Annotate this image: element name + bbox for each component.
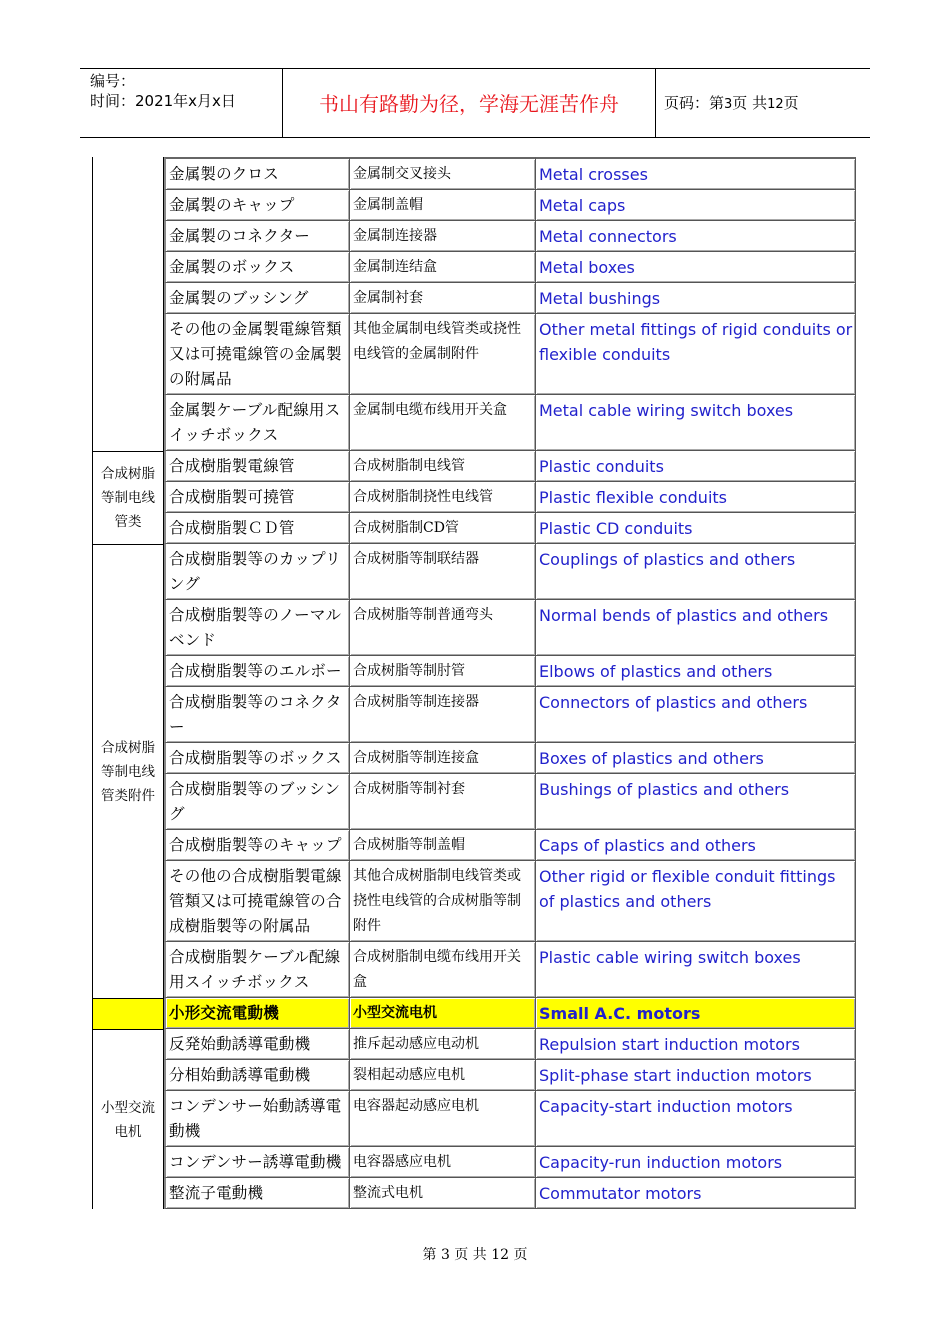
table-row <box>92 1091 856 1147</box>
table-row <box>92 743 856 774</box>
english-term: Metal caps <box>536 190 856 221</box>
english-term: Metal cable wiring switch boxes <box>536 395 856 451</box>
chinese-term: 合成树脂等制普通弯头 <box>350 600 536 656</box>
english-term: Bushings of plastics and others <box>536 774 856 830</box>
category-cell <box>92 998 164 1029</box>
table-row <box>92 656 856 687</box>
product-glossary-table <box>92 157 856 1209</box>
english-term: Metal bushings <box>536 283 856 314</box>
chinese-term: 电容器起动感应电机 <box>350 1091 536 1147</box>
category-cell <box>92 157 164 451</box>
japanese-term: 合成樹脂製ＣＤ管 <box>164 513 350 544</box>
english-term: Boxes of plastics and others <box>536 743 856 774</box>
japanese-term: 合成樹脂製等のボックス <box>164 743 350 774</box>
japanese-term: 金属製のボックス <box>164 252 350 283</box>
category-cell: 合成树脂等制电线管类 <box>92 451 164 544</box>
japanese-term: 金属製のキャップ <box>164 190 350 221</box>
header-page-cell <box>656 69 870 137</box>
page-indicator <box>664 94 799 114</box>
chinese-term: 合成树脂等制连接器 <box>350 687 536 743</box>
category-cell: 小型交流电机 <box>92 1029 164 1209</box>
table-row <box>92 1029 856 1060</box>
chinese-term: 金属制交叉接头 <box>350 157 536 190</box>
chinese-term: 其他合成树脂制电线管类或挠性电线管的合成树脂等制附件 <box>350 861 536 942</box>
japanese-term: 合成樹脂製ケーブル配線用スイッチボックス <box>164 942 350 998</box>
chinese-term: 整流式电机 <box>350 1178 536 1209</box>
japanese-term: 分相始動誘導電動機 <box>164 1060 350 1091</box>
english-term: Small A.C. motors <box>536 998 856 1029</box>
chinese-term: 裂相起动感应电机 <box>350 1060 536 1091</box>
chinese-term: 合成树脂等制连接盒 <box>350 743 536 774</box>
english-term: Plastic flexible conduits <box>536 482 856 513</box>
header-motto-cell <box>283 69 656 137</box>
table-row <box>92 687 856 743</box>
japanese-term: 反発始動誘導電動機 <box>164 1029 350 1060</box>
page-suffix: 页 <box>783 94 799 112</box>
japanese-term: その他の合成樹脂製電線管類又は可撓電線管の合成樹脂製等の附属品 <box>164 861 350 942</box>
motto-text: 书山有路勤为径，学海无涯苦作舟 <box>319 92 619 116</box>
table-row <box>92 221 856 252</box>
chinese-term: 合成树脂等制联结器 <box>350 544 536 600</box>
english-term: Plastic conduits <box>536 451 856 482</box>
japanese-term: 合成樹脂製等のエルボー <box>164 656 350 687</box>
page-current: 3 <box>724 97 733 112</box>
table-row <box>92 283 856 314</box>
page-total: 12 <box>767 97 784 112</box>
chinese-term: 推斥起动感应电动机 <box>350 1029 536 1060</box>
chinese-term: 合成树脂制CD管 <box>350 513 536 544</box>
table-row <box>92 1178 856 1209</box>
english-term: Normal bends of plastics and others <box>536 600 856 656</box>
table-row <box>92 774 856 830</box>
english-term: Metal boxes <box>536 252 856 283</box>
table-row <box>92 252 856 283</box>
chinese-term: 金属制电缆布线用开关盒 <box>350 395 536 451</box>
japanese-term: 合成樹脂製可撓管 <box>164 482 350 513</box>
table-row <box>92 861 856 942</box>
table-row <box>92 600 856 656</box>
english-term: Other metal fittings of rigid conduits or flexible conduits <box>536 314 856 395</box>
table-row <box>92 544 856 600</box>
category-cell: 合成树脂等制电线管类附件 <box>92 544 164 998</box>
chinese-term: 金属制连接器 <box>350 221 536 252</box>
japanese-term: 合成樹脂製電線管 <box>164 451 350 482</box>
english-term: Plastic CD conduits <box>536 513 856 544</box>
chinese-term: 金属制衬套 <box>350 283 536 314</box>
english-term: Commutator motors <box>536 1178 856 1209</box>
table-row <box>92 513 856 544</box>
table-row <box>92 451 856 482</box>
serial-number-label: 编号： <box>90 72 136 90</box>
chinese-term: 合成树脂制电线管 <box>350 451 536 482</box>
table-row <box>92 1147 856 1178</box>
japanese-term: 金属製のコネクター <box>164 221 350 252</box>
english-term: Caps of plastics and others <box>536 830 856 861</box>
chinese-term: 合成树脂制挠性电线管 <box>350 482 536 513</box>
table-row <box>92 1060 856 1091</box>
english-term: Other rigid or flexible conduit fittings of plastics and others <box>536 861 856 942</box>
page-header <box>80 68 870 138</box>
chinese-term: 其他金属制电线管类或挠性电线管的金属制附件 <box>350 314 536 395</box>
english-term: Capacity-start induction motors <box>536 1091 856 1147</box>
japanese-term: コンデンサー始動誘導電動機 <box>164 1091 350 1147</box>
table-row <box>92 942 856 998</box>
japanese-term: 整流子電動機 <box>164 1178 350 1209</box>
chinese-term: 合成树脂等制盖帽 <box>350 830 536 861</box>
english-term: Metal connectors <box>536 221 856 252</box>
table-row <box>92 314 856 395</box>
table-row <box>92 190 856 221</box>
english-term: Couplings of plastics and others <box>536 544 856 600</box>
table-row <box>92 482 856 513</box>
chinese-term: 合成树脂等制衬套 <box>350 774 536 830</box>
english-term: Metal crosses <box>536 157 856 190</box>
page-mid: 页 共 <box>732 94 768 112</box>
japanese-term: 合成樹脂製等のカップリング <box>164 544 350 600</box>
english-term: Plastic cable wiring switch boxes <box>536 942 856 998</box>
japanese-term: コンデンサー誘導電動機 <box>164 1147 350 1178</box>
japanese-term: 合成樹脂製等のコネクター <box>164 687 350 743</box>
english-term: Elbows of plastics and others <box>536 656 856 687</box>
chinese-term: 合成树脂等制肘管 <box>350 656 536 687</box>
table-row <box>92 830 856 861</box>
table-row <box>92 395 856 451</box>
chinese-term: 金属制连结盒 <box>350 252 536 283</box>
chinese-term: 合成树脂制电缆布线用开关盒 <box>350 942 536 998</box>
english-term: Capacity-run induction motors <box>536 1147 856 1178</box>
chinese-term: 金属制盖帽 <box>350 190 536 221</box>
japanese-term: 合成樹脂製等のキャップ <box>164 830 350 861</box>
japanese-term: 金属製のクロス <box>164 157 350 190</box>
date-label: 时间：2021年x月x日 <box>90 92 236 110</box>
chinese-term: 小型交流电机 <box>350 998 536 1029</box>
japanese-term: 金属製ケーブル配線用スイッチボックス <box>164 395 350 451</box>
english-term: Repulsion start induction motors <box>536 1029 856 1060</box>
page-prefix: 页码：第 <box>664 94 725 112</box>
japanese-term: その他の金属製電線管類又は可撓電線管の金属製の附属品 <box>164 314 350 395</box>
japanese-term: 小形交流電動機 <box>164 998 350 1029</box>
header-meta-cell <box>80 69 283 137</box>
english-term: Split-phase start induction motors <box>536 1060 856 1091</box>
japanese-term: 合成樹脂製等のブッシング <box>164 774 350 830</box>
page-footer: 第 3 页 共 12 页 <box>422 1247 528 1263</box>
section-heading-row <box>92 998 856 1029</box>
table-row <box>92 157 856 190</box>
japanese-term: 合成樹脂製等のノーマルベンド <box>164 600 350 656</box>
japanese-term: 金属製のブッシング <box>164 283 350 314</box>
english-term: Connectors of plastics and others <box>536 687 856 743</box>
chinese-term: 电容器感应电机 <box>350 1147 536 1178</box>
